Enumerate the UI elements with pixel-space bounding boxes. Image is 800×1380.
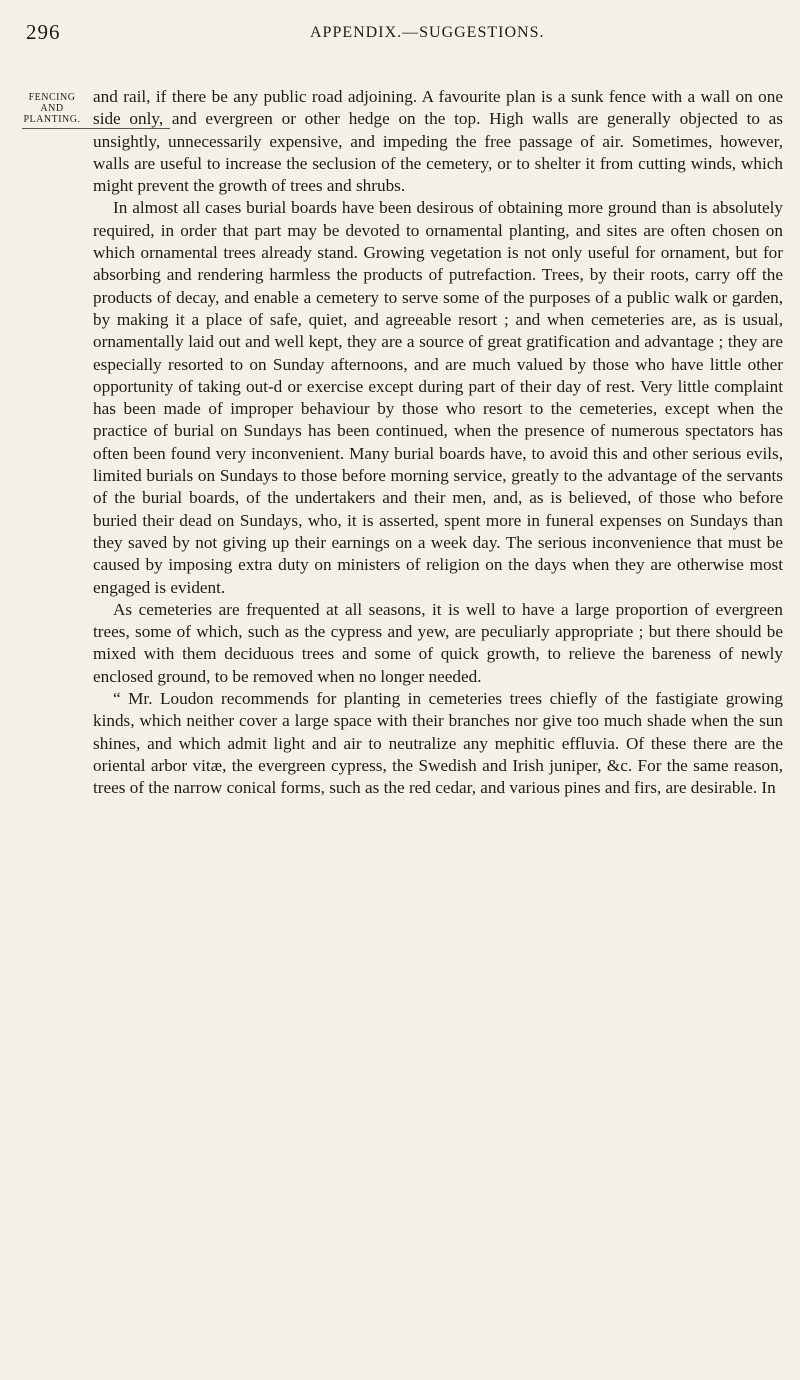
paragraph: and rail, if there be any public road adjoining. A favourite plan is a sunk fence with a wall on one side only, and evergreen or other hedge on the top. High walls are generally objected to as unsightly, unnecessarily expensive, and impeding the free passage of air. Sometimes, however, walls are useful to increase the seclusion of the cemetery, or to shelter it from cutting winds, which might prevent the growth of trees and shrubs. [93, 87, 783, 196]
margin-note-line: AND [40, 103, 64, 114]
margin-note-line: FENCING [28, 92, 76, 103]
margin-note-line: PLANTING. [23, 114, 81, 125]
margin-note [22, 92, 82, 125]
paragraph: As cemeteries are frequented at all seasons, it is well to have a large proportion of evergreen trees, some of which, such as the cypress and yew, are peculiarly appropriate ; but there should be mixed with them deciduous trees and some of quick growth, to relieve the bareness of newly enclosed ground, to be removed when no longer needed. [93, 599, 783, 686]
body-text [93, 86, 783, 800]
paragraph: “ Mr. Loudon recommends for planting in cemeteries trees chiefly of the fastigiate growing kinds, which neither cover a large space with their branches nor give too much shade when the sun shines, and which admit light and air to neutralize any mephitic effluvia. Of these there are the oriental arbor vitæ, the evergreen cypress, the Swedish and Irish juniper, &c. For the same reason, trees of the narrow conical forms, such as the red cedar, and various pines and firs, are desirable. In [93, 689, 783, 798]
page-number: 296 [26, 20, 61, 44]
running-head: APPENDIX.—SUGGESTIONS. [310, 24, 545, 41]
paragraph: In almost all cases burial boards have been desirous of obtaining more ground than is absolutely required, in order that part may be devoted to ornamental planting, and sites are often chosen on which ornamental trees already stand. Growing vegetation is not only useful for ornament, but for absorbing and rendering harmless the products of putrefaction. Trees, by their roots, carry off the products of decay, and enable a cemetery to serve some of the purposes of a public walk or garden, by making it a place of safe, quiet, and agreeable resort ; and when cemeteries are, as is usual, ornamentally laid out and well kept, they are a source of great gratification and advantage ; they are especially resorted to on Sunday afternoons, and are much valued by those who have little other opportunity of taking out-d or exercise except during part of their day of rest. Very little complaint has been made of improper behaviour by those who resort to the cemeteries, except when the practice of burial on Sundays has been continued, when the presence of numerous spectators has often been found very inconvenient. Many burial boards have, to avoid this and other serious evils, limited burials on Sundays to those before morning service, greatly to the advantage of the servants of the burial boards, of the undertakers and their men, and, as is believed, of those who before buried their dead on Sundays, who, it is asserted, spent more in funeral expenses on Sundays than they saved by not giving up their earnings on a week day. The serious inconvenience that must be caused by imposing extra duty on ministers of religion on the days when they are otherwise most engaged is evident. [93, 198, 783, 597]
